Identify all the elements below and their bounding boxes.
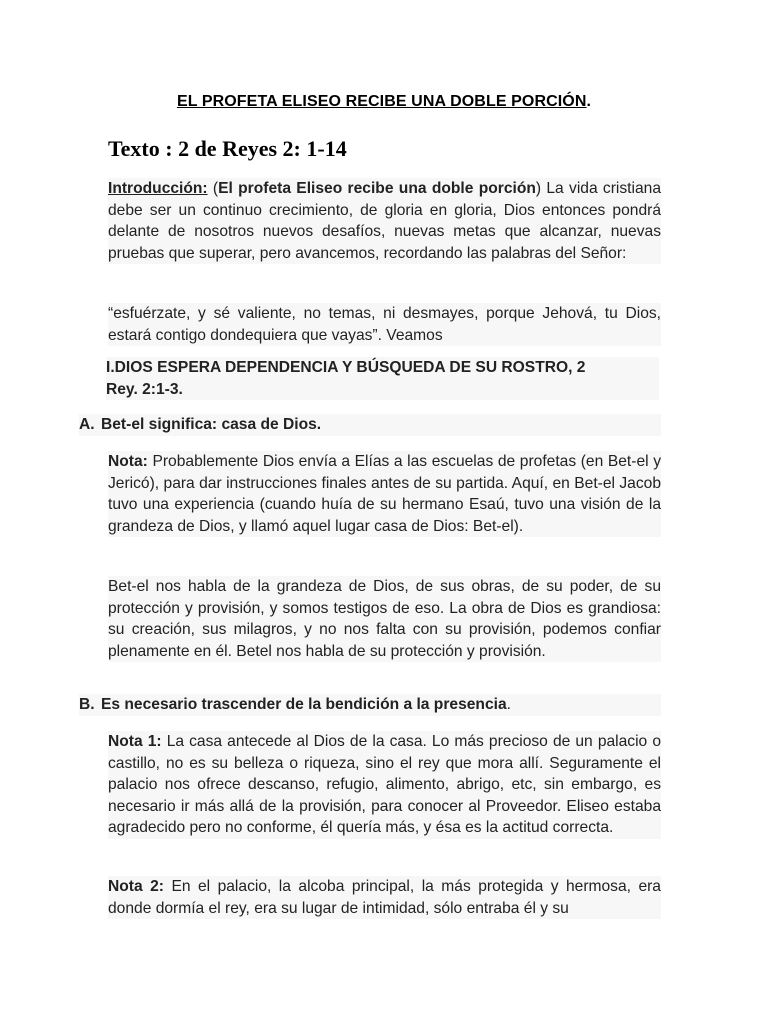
scripture-reference: Texto : 2 de Reyes 2: 1-14: [108, 136, 347, 161]
nota-a-label: Nota:: [108, 453, 148, 470]
intro-label: Introducción:: [108, 180, 208, 197]
point-b-marker: B.: [79, 696, 95, 713]
nota-1-label: Nota 1:: [108, 733, 162, 750]
nota-1-paragraph: [108, 731, 661, 839]
intro-paren-text: El profeta Eliseo recibe una doble porción: [218, 180, 536, 197]
intro-body: La vida cristiana debe ser un continuo crecimiento, de gloria en gloria, Dios entonces pondrá delante de nosotros nuevos desafíos, nuevas metas que alcanzar, nuevas pruebas que superar, pero avancemos, recordando las palabras del Señor:: [108, 180, 661, 262]
point-b-text: Es necesario trascender de la bendición a la presencia: [101, 696, 507, 713]
document-title: [0, 93, 768, 111]
section-1-line1: DIOS ESPERA DEPENDENCIA Y BÚSQUEDA DE SU ROSTRO, 2: [114, 359, 586, 376]
betel-text: Bet-el nos habla de la grandeza de Dios, de sus obras, de su poder, de su protección y provisión, y somos testigos de eso. La obra de Dios es grandiosa: su creación, sus milagros, y no nos falta con su provisión, podemos confiar plenamente en él. Betel nos habla de su protección y provisión.: [108, 578, 661, 660]
quote-text: “esfuérzate, y sé valiente, no temas, ni desmayes, porque Jehová, tu Dios, estará contigo dondequiera que vayas”. Veamos: [108, 305, 661, 344]
nota-2-paragraph: [108, 876, 661, 919]
point-a-marker: A.: [79, 416, 95, 433]
nota-a-body: Probablemente Dios envía a Elías a las escuelas de profetas (en Bet-el y Jericó), para dar instrucciones finales antes de su partida. Aquí, en Bet-el Jacob tuvo una experiencia (cuando huía de su hermano Esaú, tuvo una visión de la grandeza de Dios, y llamó aquel lugar casa de Dios: Bet-el).: [108, 453, 661, 535]
quote-paragraph: [108, 303, 661, 346]
point-a-text: Bet-el significa: casa de Dios.: [101, 416, 322, 433]
intro-paren-close: ): [535, 180, 542, 197]
point-b-period: .: [506, 696, 511, 713]
nota-2-body: En el palacio, la alcoba principal, la más protegida y hermosa, era donde dormía el rey, era su lugar de intimidad, sólo entraba él y su: [108, 878, 661, 917]
nota-2-label: Nota 2:: [108, 878, 164, 895]
nota-a-paragraph: [108, 451, 661, 537]
section-1-marker: I.: [106, 359, 115, 376]
title-period: .: [586, 93, 592, 110]
betel-paragraph: [108, 576, 661, 662]
point-b: [79, 694, 661, 716]
section-1-line2: Rey. 2:1-3.: [106, 380, 183, 398]
intro-paren-open: (: [207, 180, 219, 197]
title-text: EL PROFETA ELISEO RECIBE UNA DOBLE PORCIÓN: [176, 93, 587, 110]
point-a: [79, 414, 661, 436]
nota-1-body: La casa antecede al Dios de la casa. Lo más precioso de un palacio o castillo, no es su belleza o riqueza, sino el rey que mora allí. Seguramente el palacio nos ofrece descanso, refugio, alimento, abrigo, etc, sin embargo, es necesario ir más allá de la provisión, para conocer al Proveedor. Eliseo estaba agradecido pero no conforme, él quería más, y ésa es la actitud correcta.: [108, 733, 661, 837]
section-heading-1: [106, 357, 659, 400]
introduction-paragraph: [108, 178, 661, 264]
